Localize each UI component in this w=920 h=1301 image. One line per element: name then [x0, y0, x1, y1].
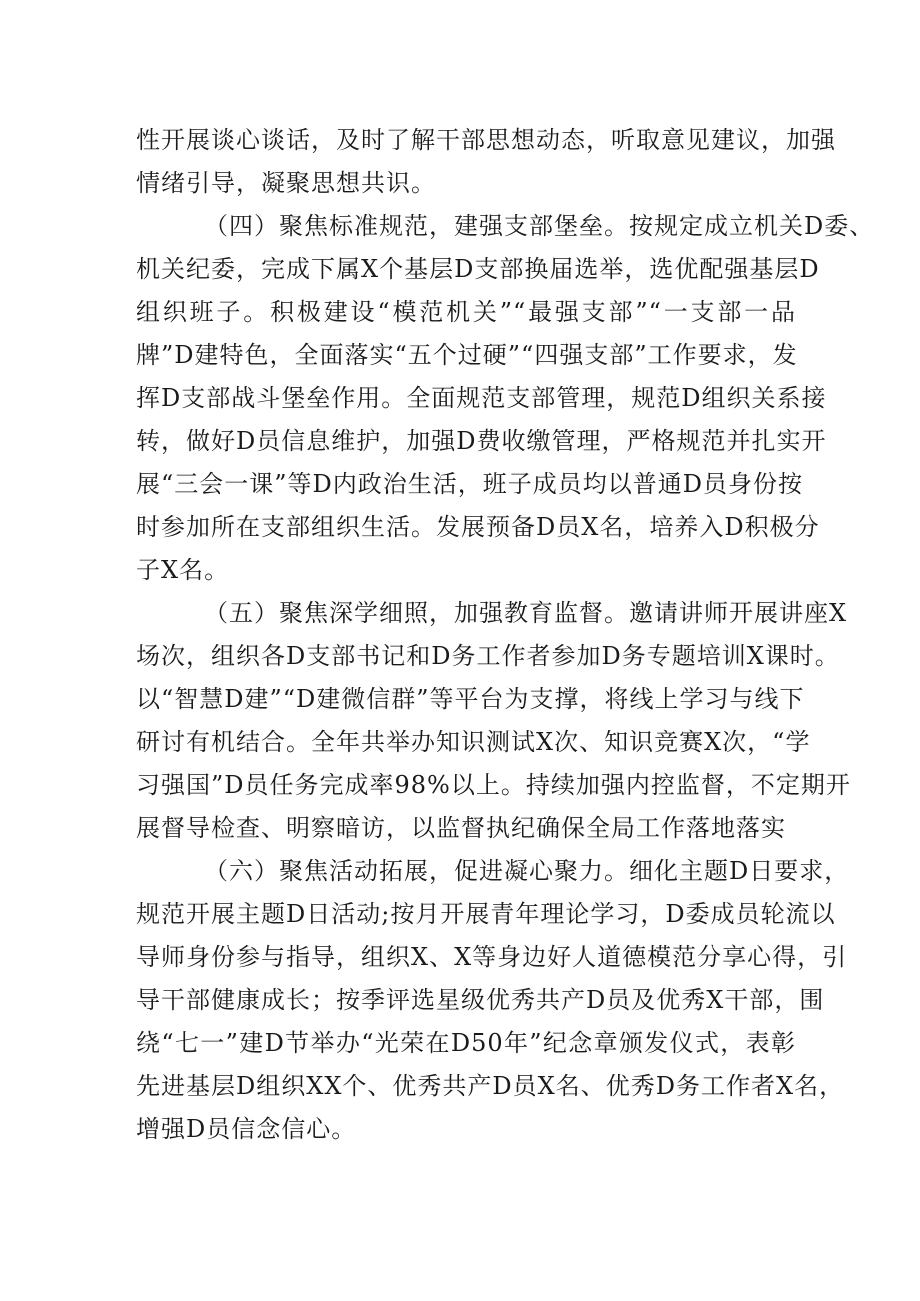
text-line: 转，做好D员信息维护，加强D费收缴管理，严格规范并扎实开 [136, 427, 827, 455]
text-line: 性开展谈心谈话，及时了解干部思想动态，听取意见建议，加强 [136, 126, 836, 154]
text-line: 规范开展主题D日活动;按月开展青年理论学习，D委成员轮流以 [136, 900, 836, 928]
text-line: 机关纪委，完成下属X个基层D支部换届选举，选优配强基层D [136, 255, 820, 283]
text-line: 先进基层D组织XX个、优秀共产D员X名、优秀D务工作者X名， [136, 1072, 845, 1100]
text-line: 导干部健康成长；按季评选星级优秀共产D员及优秀X干部，围 [136, 986, 825, 1014]
paragraph-section-four [136, 205, 875, 592]
text-line: 牌”D建特色，全面落实“五个过硬”“四强支部”工作要求，发 [136, 341, 798, 369]
document-body [136, 119, 875, 1151]
paragraph-section-six [136, 850, 850, 1151]
text-line: 增强D员信念信心。 [136, 1115, 357, 1143]
text-line: 场次，组织各D支部书记和D务工作者参加D务专题培训X课时。 [136, 642, 840, 670]
text-line: 挥D支部战斗堡垒作用。全面规范支部管理，规范D组织关系接 [136, 384, 827, 412]
text-line: 以“智慧D建”“D建微信群”等平台为支撑，将线上学习与线下 [136, 685, 805, 713]
paragraph-section-five [136, 592, 851, 850]
text-line: 导师身份参与指导，组织X、X等身边好人道德模范分享心得，引 [136, 943, 848, 971]
text-line: （五）聚焦深学细照，加强教育监督。邀请讲师开展讲座X [204, 599, 848, 627]
paragraph-continued [136, 119, 836, 205]
text-line: 时参加所在支部组织生活。发展预备D员X名，培养入D积极分 [136, 513, 820, 541]
text-line: 子X名。 [136, 556, 230, 584]
text-line: 展督导检查、明察暗访，以监督执纪确保全局工作落地落实 [136, 814, 786, 842]
text-line: 情绪引导，凝聚思想共识。 [136, 169, 436, 197]
text-line: 组织班子。积极建设“模范机关”“最强支部”“一支部一品 [136, 298, 796, 326]
text-line: 绕“七一”建D节举办“光荣在D50年”纪念章颁发仪式，表彰 [136, 1029, 796, 1057]
text-line: 习强国”D员任务完成率98%以上。持续加强内控监督，不定期开 [136, 771, 851, 799]
text-line: 展“三会一课”等D内政治生活，班子成员均以普通D员身份按 [136, 470, 804, 498]
text-line: （四）聚焦标准规范，建强支部堡垒。按规定成立机关D委、 [204, 212, 875, 240]
text-line: 研讨有机结合。全年共举办知识测试X次、知识竞赛X次，“学 [136, 728, 811, 756]
text-line: （六）聚焦活动拓展，促进凝心聚力。细化主题D日要求， [204, 857, 850, 885]
